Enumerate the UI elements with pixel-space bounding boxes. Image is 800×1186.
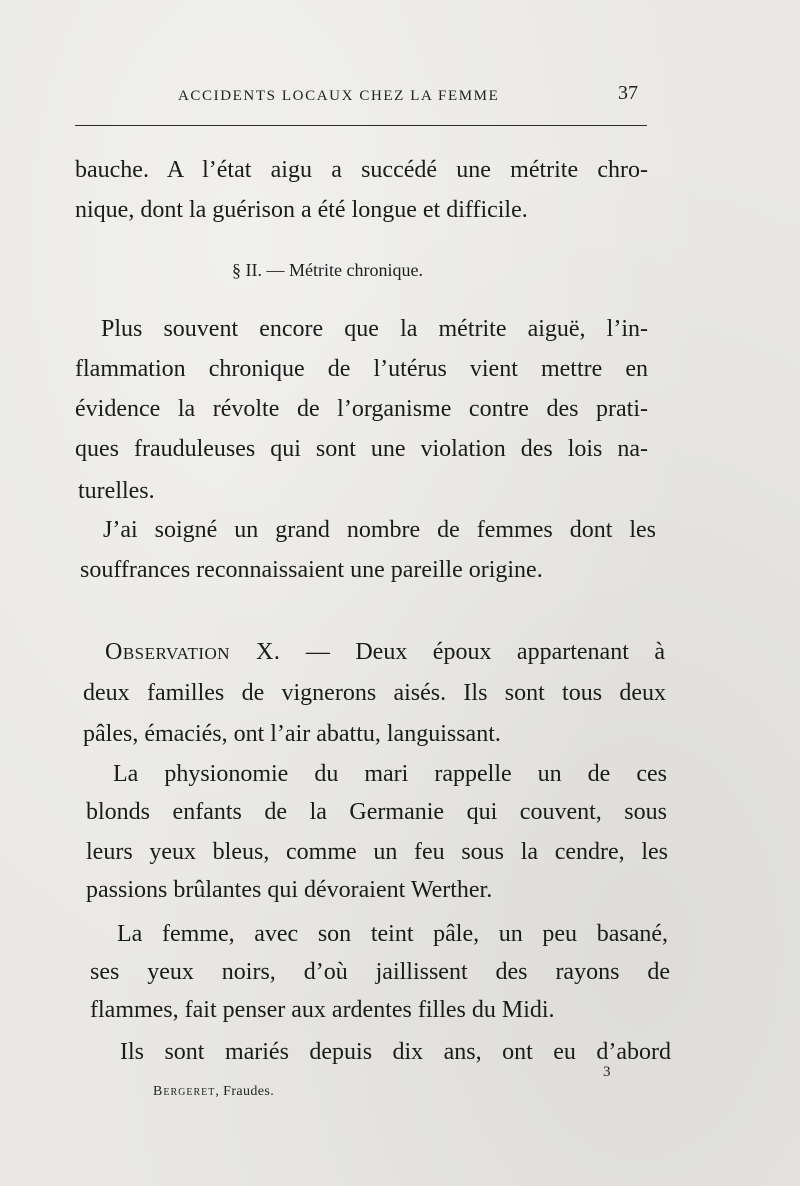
footer-title: , Fraudes. (215, 1084, 275, 1099)
observation-label: Observation X. (105, 639, 281, 665)
footer-author: Bergeret (153, 1084, 216, 1099)
text-line: souffrances reconnaissaient une pareille origine. (80, 557, 543, 583)
text-line: J’ai soigné un grand nombre de femmes dont les (103, 517, 656, 543)
text-line: blonds enfants de la Germanie qui couvent, sous (86, 799, 667, 825)
text-line: Ils sont mariés depuis dix ans, ont eu d’abord (120, 1039, 671, 1065)
text-line: deux familles de vignerons aisés. Ils sont tous deux (83, 680, 666, 706)
text-line: Plus souvent encore que la métrite aiguë, l’in- (101, 316, 648, 342)
text-line: flammes, fait penser aux ardentes filles du Midi. (90, 997, 555, 1023)
footer-book-signature (153, 1084, 274, 1100)
signature-mark: 3 (603, 1064, 611, 1080)
text-line: passions brûlantes qui dévoraient Werther. (86, 877, 493, 903)
page-number: 37 (618, 82, 638, 104)
section-heading: § II. — Métrite chronique. (232, 260, 423, 280)
text-line: ses yeux noirs, d’où jaillissent des rayons de (90, 959, 670, 985)
running-head: ACCIDENTS LOCAUX CHEZ LA FEMME (178, 88, 500, 104)
text-line: évidence la révolte de l’organisme contre des prati- (75, 396, 648, 422)
text-line: flammation chronique de l’utérus vient mettre en (75, 356, 648, 382)
text-line: pâles, émaciés, ont l’air abattu, languissant. (83, 721, 501, 747)
text-line: La physionomie du mari rappelle un de ces (113, 761, 667, 787)
text-line: ques frauduleuses qui sont une violation des lois na- (75, 436, 648, 462)
observation-line (105, 640, 665, 664)
text-line: leurs yeux bleus, comme un feu sous la cendre, les (86, 839, 668, 865)
text-line: nique, dont la guérison a été longue et difficile. (75, 197, 528, 223)
text-line: turelles. (78, 478, 155, 504)
text-line: bauche. A l’état aigu a succédé une métrite chro- (75, 157, 648, 183)
text-line: La femme, avec son teint pâle, un peu basané, (117, 921, 668, 947)
observation-text: — Deux époux appartenant à (280, 639, 665, 665)
